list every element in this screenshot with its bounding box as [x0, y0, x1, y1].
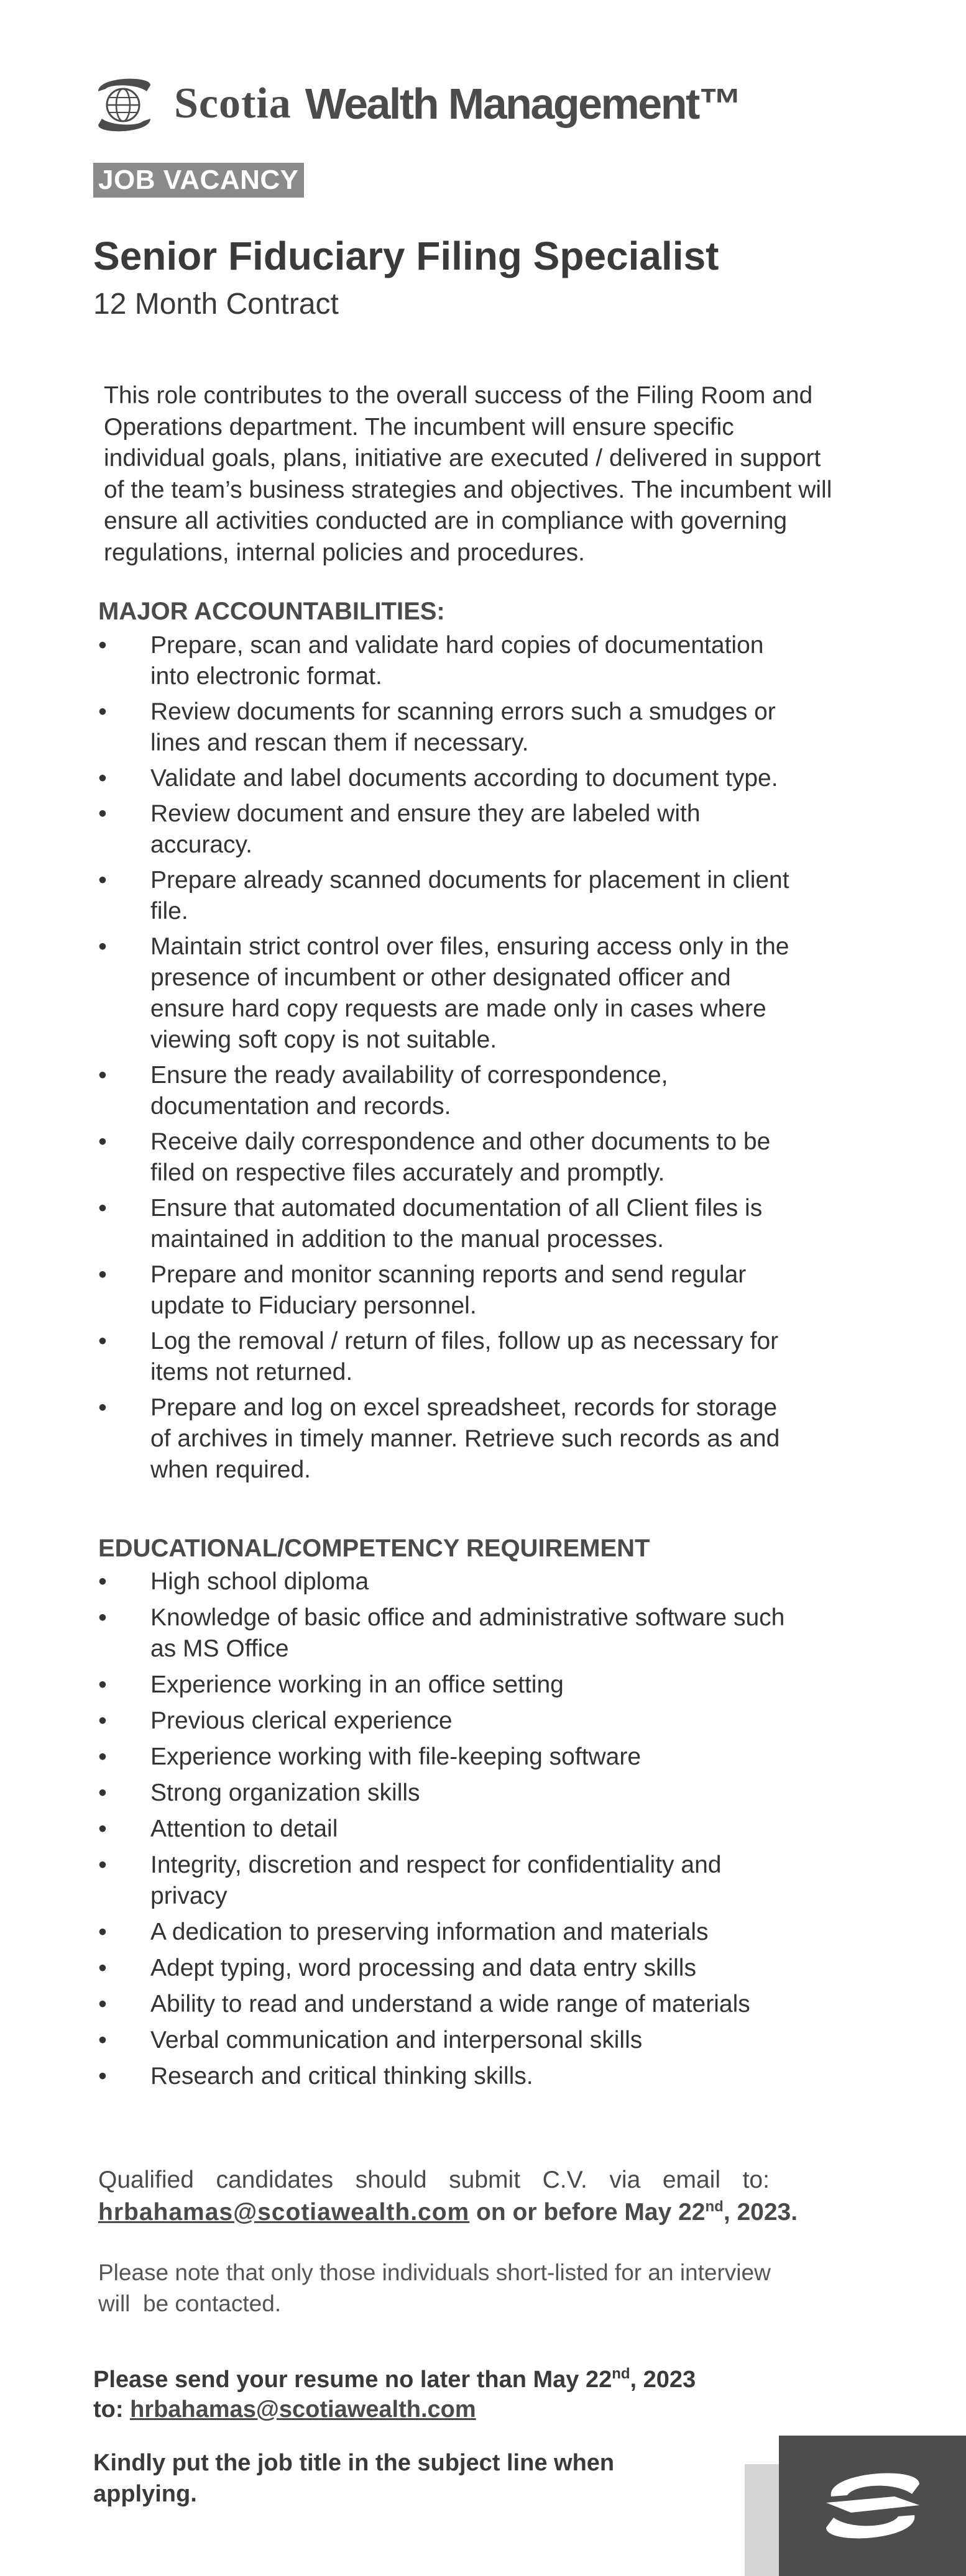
list-item-line: lines and rescan them if necessary.	[150, 729, 529, 756]
email-link[interactable]: hrbahamas@scotiawealth.com	[98, 2199, 470, 2226]
bullet-icon: •	[98, 1991, 107, 2017]
list-item	[93, 1989, 858, 2020]
bullet-icon: •	[98, 1128, 107, 1155]
send-text: Please send your resume no later than May 22	[93, 2367, 612, 2393]
bullet-icon: •	[98, 1919, 107, 1945]
bullet-icon: •	[98, 1604, 107, 1631]
note-line: Please note that only those individuals short-listed for an interview	[98, 2260, 771, 2285]
subject-line-instructions	[93, 2447, 715, 2510]
bullet-icon: •	[98, 1195, 107, 1222]
submission-line	[98, 2164, 770, 2196]
list-item-line: Adept typing, word processing and data entry skills	[150, 1955, 696, 1981]
submission-word: to:	[742, 2167, 770, 2193]
list-item-line: as MS Office	[150, 1635, 289, 1662]
bullet-icon: •	[98, 1955, 107, 1981]
list-item-line: file.	[150, 898, 188, 925]
list-item	[93, 1917, 858, 1948]
list-item	[93, 1953, 858, 1984]
role-description	[104, 380, 887, 569]
list-item-line: Attention to detail	[150, 1816, 338, 1842]
note-line: will be contacted.	[98, 2291, 282, 2316]
email-link[interactable]: hrbahamas@scotiawealth.com	[130, 2396, 476, 2423]
bullet-icon: •	[98, 765, 107, 792]
list-item-line: Prepare, scan and validate hard copies of documentation	[150, 632, 764, 659]
accountabilities-list	[93, 630, 839, 1490]
list-item	[93, 1850, 858, 1912]
shortlist-note	[98, 2257, 844, 2319]
list-item	[93, 1814, 858, 1845]
list-item-line: when required.	[150, 1456, 311, 1483]
list-item-line: Knowledge of basic office and administrative software such	[150, 1604, 785, 1631]
list-item-line: Previous clerical experience	[150, 1707, 453, 1734]
list-item-line: filed on respective files accurately and promptly.	[150, 1159, 665, 1186]
bullet-icon: •	[98, 698, 107, 725]
list-item-line: update to Fiduciary personnel.	[150, 1292, 477, 1319]
list-item-line: Log the removal / return of files, follow up as necessary for	[150, 1328, 779, 1354]
send-line	[93, 2365, 777, 2395]
list-item	[93, 1392, 839, 1486]
list-item-line: documentation and records.	[150, 1093, 451, 1120]
bullet-icon: •	[98, 1394, 107, 1421]
list-item	[93, 2025, 858, 2056]
bullet-icon: •	[98, 1816, 107, 1842]
role-description-line: individual goals, plans, initiative are executed / delivered in support	[104, 445, 821, 472]
requirements-heading: EDUCATIONAL/COMPETENCY REQUIREMENT	[98, 1535, 650, 1562]
bullet-icon: •	[98, 867, 107, 893]
list-item	[93, 630, 839, 692]
list-item	[93, 865, 839, 927]
list-item	[93, 798, 839, 861]
bullet-icon: •	[98, 1779, 107, 1806]
list-item-line: Research and critical thinking skills.	[150, 2063, 533, 2090]
list-item-line: Review document and ensure they are labeled with	[150, 800, 701, 827]
footer-accent-strip	[745, 2464, 779, 2576]
submission-word: Qualified	[98, 2167, 194, 2193]
list-item	[93, 2061, 858, 2092]
bullet-icon: •	[98, 632, 107, 659]
list-item-line: Integrity, discretion and respect for confidentiality and	[150, 1852, 722, 1878]
list-item-line: Prepare and log on excel spreadsheet, records for storage	[150, 1394, 778, 1421]
submission-word: candidates	[216, 2167, 334, 2193]
list-item-line: maintained in addition to the manual processes.	[150, 1226, 665, 1253]
list-item-line: Validate and label documents according to document type.	[150, 765, 778, 792]
list-item-line: privacy	[150, 1883, 228, 1909]
bullet-icon: •	[98, 2027, 107, 2053]
list-item-line: Experience working in an office setting	[150, 1671, 564, 1698]
submission-word: C.V.	[542, 2167, 587, 2193]
list-item-line: Maintain strict control over files, ensuring access only in the	[150, 933, 789, 960]
list-item	[93, 1126, 839, 1189]
bullet-icon: •	[98, 1062, 107, 1089]
list-item-line: High school diploma	[150, 1568, 369, 1595]
list-item-line: Prepare and monitor scanning reports and send regular	[150, 1261, 747, 1288]
submission-deadline-line	[98, 2196, 798, 2229]
role-description-line: This role contributes to the overall success of the Filing Room and	[104, 382, 813, 409]
submission-word: via	[609, 2167, 641, 2193]
requirements-list	[93, 1566, 858, 2097]
list-item-line: Strong organization skills	[150, 1779, 420, 1806]
list-item-line: viewing soft copy is not suitable.	[150, 1026, 497, 1053]
bullet-icon: •	[98, 1852, 107, 1878]
submission-word: email	[662, 2167, 721, 2193]
bullet-icon: •	[98, 2063, 107, 2090]
bullet-icon: •	[98, 1328, 107, 1354]
list-item	[93, 1259, 839, 1322]
submission-instructions	[98, 2164, 798, 2229]
page-title: Senior Fiduciary Filing Specialist	[93, 234, 719, 278]
list-item-line: Ensure the ready availability of correspondence,	[150, 1062, 668, 1089]
role-description-line: Operations department. The incumbent will ensure specific	[104, 413, 734, 441]
footer-logo-block	[779, 2436, 966, 2576]
deadline-text: on or before May 22	[469, 2199, 706, 2226]
bullet-icon: •	[98, 1707, 107, 1734]
brand-logo	[93, 70, 740, 138]
list-item	[93, 1326, 839, 1388]
list-item	[93, 1778, 858, 1809]
bullet-icon: •	[98, 933, 107, 960]
scotia-s-icon	[820, 2465, 926, 2546]
scotia-s-globe-icon	[93, 73, 155, 135]
list-item-line: Review documents for scanning errors such a smudges or	[150, 698, 776, 725]
list-item-line: A dedication to preserving information and materials	[150, 1919, 709, 1945]
bullet-icon: •	[98, 1671, 107, 1698]
brand-name-scotia: Scotia	[174, 80, 292, 127]
job-vacancy-badge: JOB VACANCY	[93, 163, 304, 198]
bullet-icon: •	[98, 1743, 107, 1770]
kindly-line: applying.	[93, 2481, 197, 2507]
bullet-icon: •	[98, 1568, 107, 1595]
send-to-line	[93, 2395, 777, 2424]
list-item	[93, 763, 839, 794]
submission-word: should	[355, 2167, 427, 2193]
list-item	[93, 931, 839, 1056]
send-to-label: to:	[93, 2396, 131, 2423]
list-item-line: Prepare already scanned documents for placement in client	[150, 867, 789, 893]
deadline-ordinal: nd	[705, 2198, 724, 2215]
role-description-line: of the team’s business strategies and objectives. The incumbent will	[104, 476, 832, 503]
list-item-line: items not returned.	[150, 1359, 353, 1386]
role-description-line: regulations, internal policies and procedures.	[104, 539, 585, 566]
list-item-line: Verbal communication and interpersonal skills	[150, 2027, 643, 2053]
list-item	[93, 1602, 858, 1665]
list-item	[93, 697, 839, 759]
accountabilities-heading: MAJOR ACCOUNTABILITIES:	[98, 598, 445, 625]
role-description-line: ensure all activities conducted are in compliance with governing	[104, 508, 788, 534]
send-ordinal: nd	[612, 2365, 630, 2382]
bullet-icon: •	[98, 1261, 107, 1288]
list-item-line: Receive daily correspondence and other documents to be	[150, 1128, 771, 1155]
submission-word: submit	[449, 2167, 521, 2193]
list-item	[93, 1706, 858, 1737]
list-item	[93, 1566, 858, 1597]
list-item-line: Ensure that automated documentation of all Client files is	[150, 1195, 763, 1222]
send-year: , 2023	[630, 2367, 696, 2393]
list-item-line: into electronic format.	[150, 663, 382, 690]
list-item-line: accuracy.	[150, 831, 252, 858]
bullet-icon: •	[98, 800, 107, 827]
list-item	[93, 1193, 839, 1255]
list-item	[93, 1742, 858, 1773]
list-item-line: Experience working with file-keeping software	[150, 1743, 642, 1770]
list-item-line: Ability to read and understand a wide range of materials	[150, 1991, 750, 2017]
brand-name-wealth-management: Wealth Management™	[305, 80, 741, 128]
send-resume-instructions	[93, 2365, 777, 2424]
deadline-year: , 2023.	[723, 2199, 798, 2226]
list-item-line: presence of incumbent or other designated officer and	[150, 964, 731, 991]
contract-subtitle: 12 Month Contract	[93, 288, 339, 321]
list-item	[93, 1669, 858, 1701]
kindly-line: Kindly put the job title in the subject line when	[93, 2450, 615, 2476]
list-item	[93, 1060, 839, 1122]
list-item-line: of archives in timely manner. Retrieve such records as and	[150, 1425, 780, 1452]
list-item-line: ensure hard copy requests are made only in cases where	[150, 995, 766, 1022]
